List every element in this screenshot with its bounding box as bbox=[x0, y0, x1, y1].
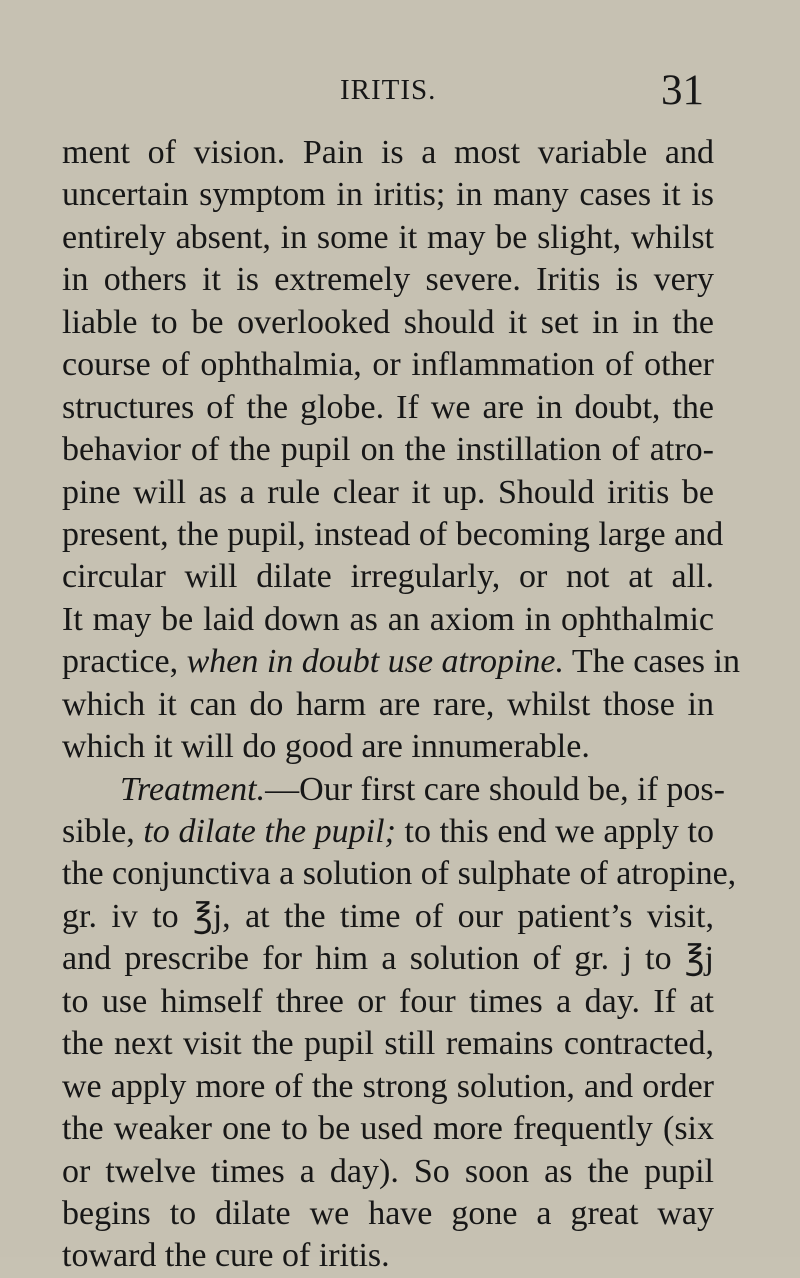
text-segment: The cases in bbox=[564, 643, 740, 681]
italic-text: to dilate the pupil; bbox=[143, 813, 396, 850]
text-line bbox=[62, 472, 714, 514]
text-segment: the weaker one to be used more frequently (six bbox=[62, 1110, 714, 1148]
body-text bbox=[62, 132, 740, 1278]
text-segment: and prescribe for him a solution of gr. j to ℥j bbox=[62, 940, 714, 978]
text-line bbox=[62, 302, 714, 344]
text-segment: practice, bbox=[62, 643, 187, 681]
text-line bbox=[62, 896, 714, 938]
text-line bbox=[62, 387, 714, 429]
text-line bbox=[62, 344, 714, 386]
text-segment: sible, bbox=[62, 813, 144, 850]
text-segment: present, the pupil, instead of becoming large and bbox=[62, 515, 724, 553]
text-line bbox=[62, 1193, 714, 1235]
text-segment: toward the cure of iritis. bbox=[62, 1237, 390, 1275]
text-line bbox=[62, 938, 714, 980]
text-line bbox=[62, 726, 714, 768]
text-segment: behavior of the pupil on the instillation of atro- bbox=[62, 431, 714, 469]
running-head bbox=[0, 66, 800, 114]
text-line bbox=[62, 429, 714, 471]
text-segment: liable to be overlooked should it set in in the bbox=[62, 303, 714, 341]
text-line bbox=[62, 259, 714, 301]
text-line bbox=[62, 514, 724, 556]
text-segment: ment of vision. Pain is a most variable and bbox=[62, 134, 714, 171]
running-title: IRITIS. bbox=[340, 74, 437, 106]
text-segment: It may be laid down as an axiom in ophthalmic bbox=[62, 600, 714, 638]
text-line bbox=[62, 1108, 714, 1150]
text-segment: course of ophthalmia, or inflammation of other bbox=[62, 346, 714, 384]
text-line bbox=[62, 132, 714, 174]
text-segment: to this end we apply to bbox=[395, 813, 714, 850]
page-number: 31 bbox=[661, 67, 704, 114]
text-line bbox=[62, 981, 714, 1023]
text-segment: begins to dilate we have gone a great way bbox=[62, 1194, 714, 1232]
text-segment: the next visit the pupil still remains contracted, bbox=[62, 1025, 714, 1063]
text-line bbox=[62, 217, 714, 259]
text-segment: gr. iv to ℥j, at the time of our patient’s visit, bbox=[62, 897, 714, 935]
text-line bbox=[62, 684, 714, 726]
text-segment: circular will dilate irregularly, or not at all. bbox=[62, 558, 714, 596]
text-line bbox=[62, 599, 714, 641]
text-line bbox=[62, 1023, 714, 1065]
italic-text: Treatment. bbox=[120, 770, 266, 808]
text-segment: pine will as a rule clear it up. Should iritis be bbox=[62, 473, 714, 511]
text-line bbox=[62, 1066, 714, 1108]
text-segment: uncertain symptom in iritis; in many cases it is bbox=[62, 176, 714, 214]
italic-text: when in doubt use atropine. bbox=[186, 643, 565, 681]
text-segment: the conjunctiva a solution of sulphate of atropine, bbox=[62, 855, 737, 893]
text-segment: in others it is extremely severe. Iritis is very bbox=[62, 261, 714, 299]
text-segment: or twelve times a day). So soon as the pupil bbox=[62, 1152, 714, 1190]
text-line bbox=[62, 811, 714, 853]
text-segment: entirely absent, in some it may be slight, whilst bbox=[62, 218, 714, 256]
text-segment: structures of the globe. If we are in doubt, the bbox=[62, 388, 714, 426]
text-line bbox=[62, 853, 737, 895]
text-line bbox=[62, 174, 714, 216]
text-segment: to use himself three or four times a day. If at bbox=[62, 982, 714, 1020]
text-line bbox=[62, 1151, 714, 1193]
text-segment: we apply more of the strong solution, and order bbox=[62, 1067, 714, 1105]
text-segment: which it will do good are innumerable. bbox=[62, 728, 590, 766]
text-segment: which it can do harm are rare, whilst those in bbox=[62, 685, 714, 723]
text-line bbox=[62, 556, 714, 598]
text-segment: —Our first care should be, if pos- bbox=[265, 770, 725, 808]
text-line bbox=[62, 641, 740, 683]
text-line bbox=[62, 769, 725, 811]
